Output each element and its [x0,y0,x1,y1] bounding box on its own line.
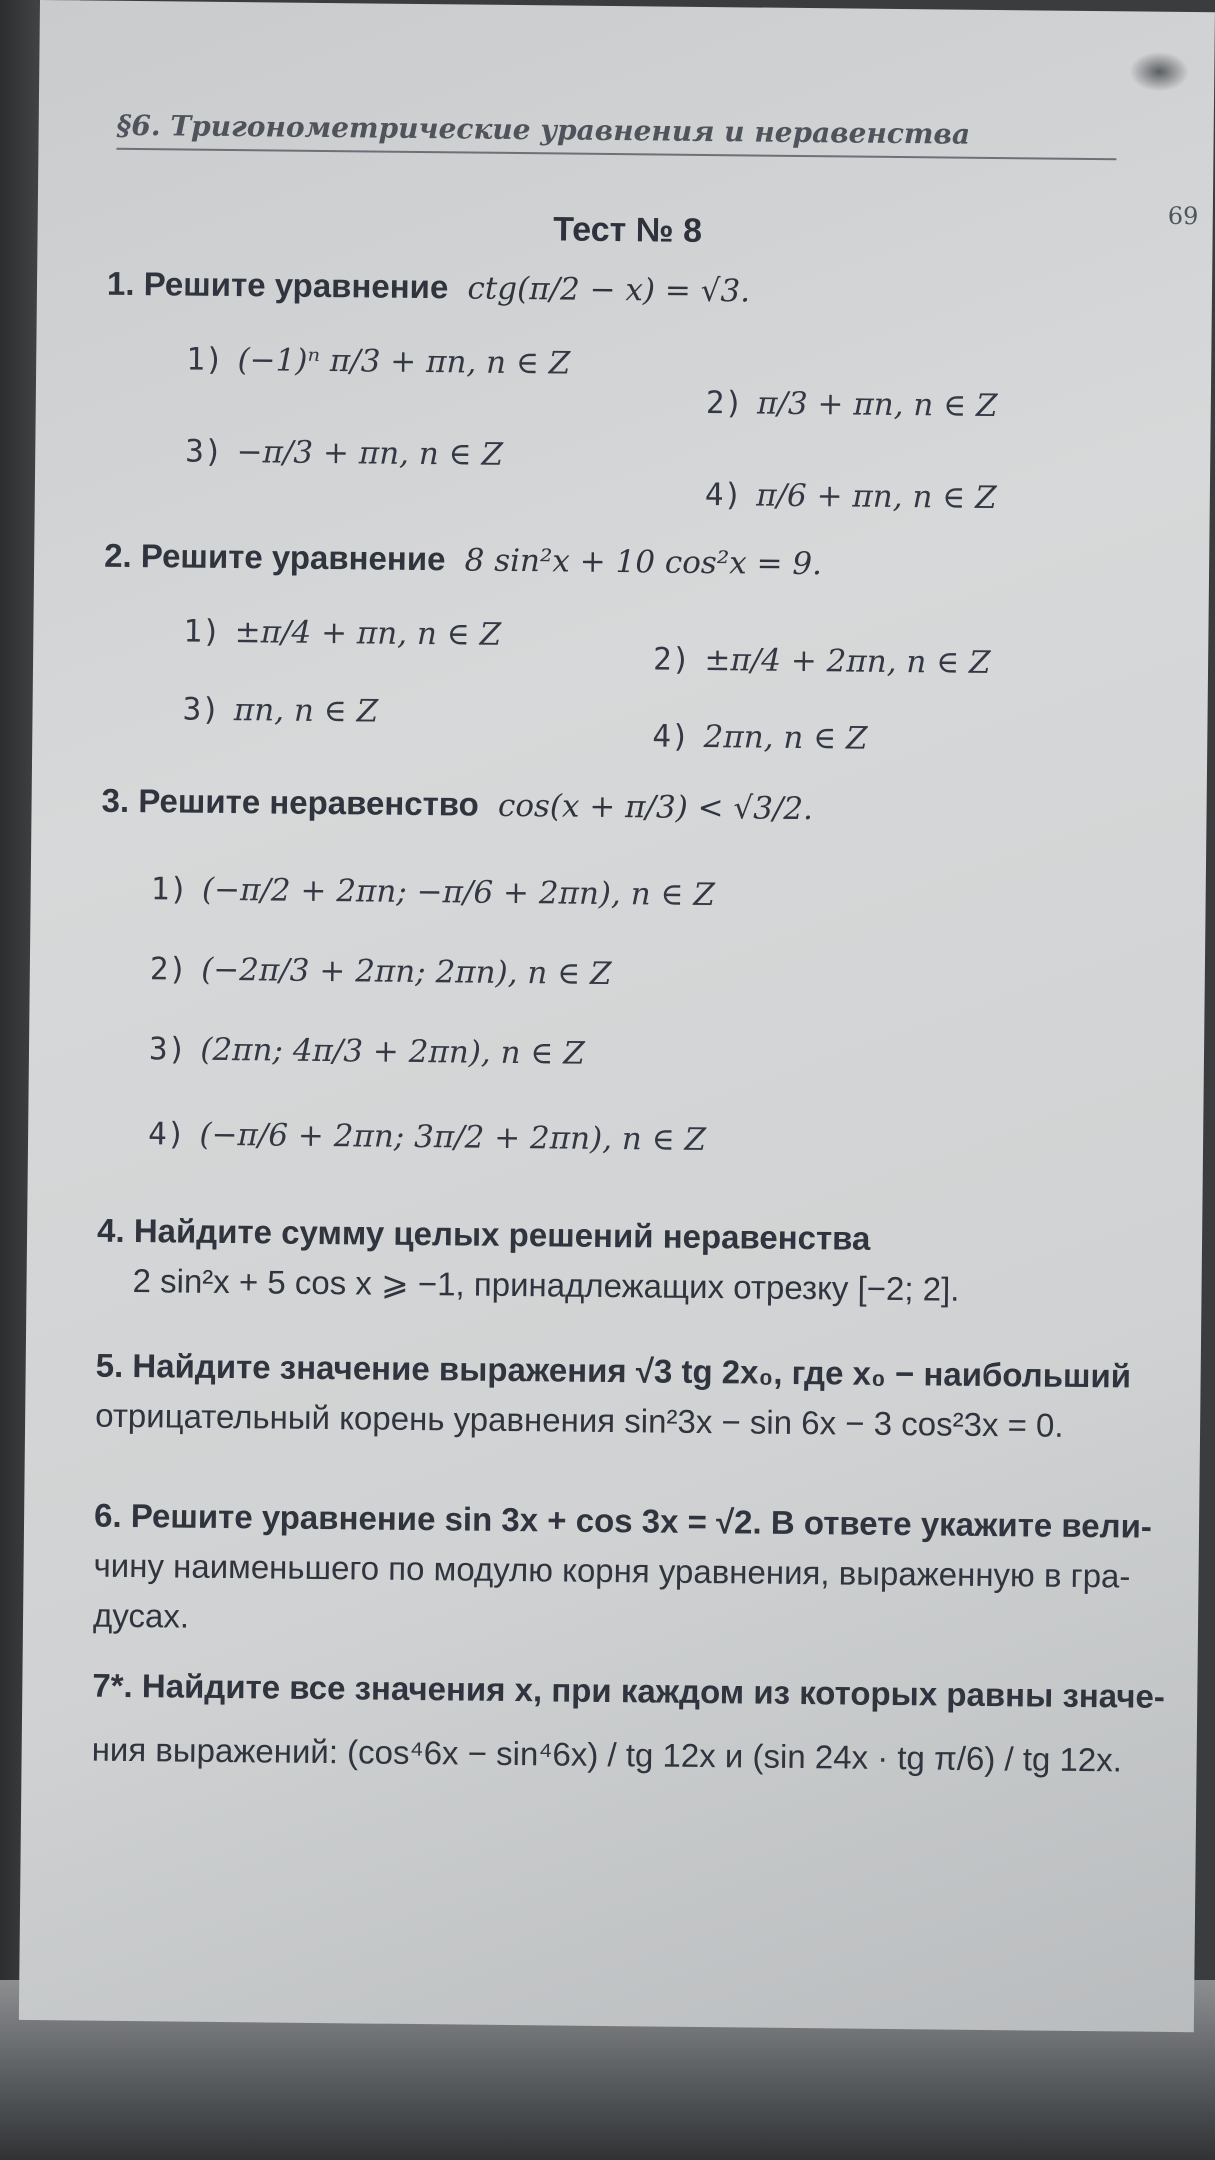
answer-option [706,385,998,424]
option-value: (−2π/3 + 2πn; 2πn), n ∈ Z [200,951,612,993]
task-text-line3: дусах. [92,1596,190,1635]
task-number: 1. [106,264,135,303]
page-number: 69 [1167,201,1199,231]
option-value: πn, n ∈ Z [233,692,379,730]
option-value: −π/3 + πn, n ∈ Z [236,434,504,473]
option-label: 1) [183,613,221,650]
task-number: 7*. [92,1666,133,1705]
option-label: 2) [652,641,691,678]
task-text-line2: отрицательный корень уравнения sin²3x − sin 6x − 3 cos²3x = 0. [94,1396,1064,1444]
option-value: (−π/2 + 2πn; −π/6 + 2πn), n ∈ Z [201,871,716,914]
answer-option [148,1116,706,1158]
task-text-line2: ния выражений: (cos⁴6x − sin⁴6x) / tg 12x и (sin 24x · tg π/6) / tg 12x. [91,1730,1123,1779]
task-4 [96,1206,1177,1317]
answer-option [151,871,716,913]
book-page [19,0,1215,2032]
answer-option [185,434,503,473]
task-text: Решите уравнение sin 3x + cos 3x = √2. В ответе укажите вели- [130,1497,1153,1545]
option-label: 4) [147,1116,186,1153]
option-label: 1) [150,871,189,908]
task-2 [104,531,1184,593]
test-title: Тест № 8 [553,210,703,250]
option-value: 2πn, n ∈ Z [703,718,868,757]
option-label: 4) [704,476,743,514]
task-6 [93,1491,1175,1652]
answer-option [182,692,378,730]
task-text: Решите уравнение [143,265,449,306]
option-value: π/3 + πn, n ∈ Z [756,385,998,425]
answer-option [652,718,868,756]
answer-option [149,1031,585,1072]
answer-option [183,614,501,653]
task-text: Найдите сумму целых решений неравенства [133,1212,871,1257]
task-number: 5. [95,1346,124,1384]
option-label: 3) [185,433,223,470]
task-number: 6. [93,1496,122,1534]
task-1 [107,259,1187,321]
option-label: 3) [182,691,221,728]
task-text: Найдите все значения x, при каждом из которых равны значе- [141,1667,1166,1715]
option-label: 4) [652,718,690,755]
task-number: 4. [96,1211,125,1249]
task-formula: cos(x + π/3) < √3/2. [497,787,814,828]
option-label: 2) [149,951,188,988]
answer-option [186,342,570,382]
section-header: §6. Тригонометрические уравнения и неравенства [116,109,1116,160]
option-value: ±π/4 + πn, n ∈ Z [234,614,502,653]
answer-option [705,477,997,516]
option-value: ±π/4 + 2πn, n ∈ Z [704,641,991,681]
task-5 [95,1341,1176,1452]
answer-option [150,951,612,992]
task-formula: 8 sin²x + 10 cos²x = 9. [464,542,823,583]
task-text-line2: 2 sin²x + 5 cos x ⩾ −1, принадлежащих отрезку [−2; 2]. [132,1262,960,1308]
task-3 [101,776,1181,838]
answer-option [653,641,991,681]
task-7 [91,1661,1172,1786]
task-text: Найдите значение выражения √3 tg 2x₀, где x₀ − наибольший [132,1347,1132,1395]
option-label: 2) [705,384,744,422]
task-number: 3. [101,781,130,819]
option-label: 3) [148,1031,187,1068]
option-value: (−π/6 + 2πn; 3π/2 + 2πn), n ∈ Z [199,1116,707,1159]
task-text: Решите неравенство [138,782,479,823]
task-formula: ctg(π/2 − x) = √3. [467,270,751,310]
task-text-line2: чину наименьшего по модулю корня уравнения, выраженную в гра- [93,1546,1131,1595]
option-value: π/6 + πn, n ∈ Z [755,477,997,517]
option-value: (−1)ⁿ π/3 + πn, n ∈ Z [237,342,571,382]
task-number: 2. [103,536,132,574]
option-label: 1) [186,341,224,378]
task-text: Решите уравнение [140,537,446,578]
option-value: (2πn; 4π/3 + 2πn), n ∈ Z [200,1031,585,1072]
